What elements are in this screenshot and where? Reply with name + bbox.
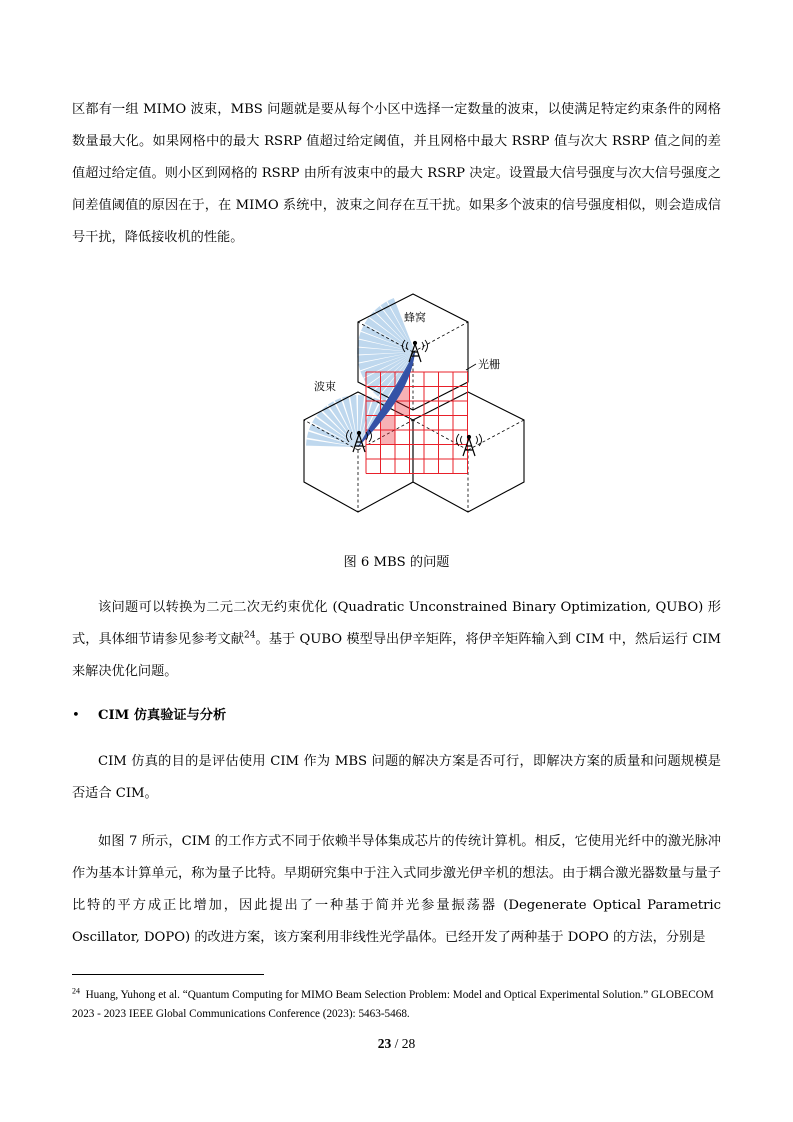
cell-label: 蜂窝 (404, 311, 426, 324)
reference-mark[interactable]: 24 (244, 630, 256, 641)
beam-label: 波束 (314, 380, 336, 393)
current-page: 23 (377, 1036, 392, 1051)
mbs-figure (300, 290, 532, 518)
section-heading (72, 702, 226, 730)
footnote-mark: 24 (72, 986, 80, 996)
footnote-text: Huang, Yuhong et al. “Quantum Computing for MIMO Beam Selection Problem: Model and Optical Experimental Solution.” GLOBECOM 2023 - 2023 IEEE Global Communications Conference (2023): 5463-5468. (72, 989, 714, 1020)
bullet-icon: • (72, 708, 80, 723)
page-separator: / (391, 1036, 402, 1051)
total-pages: 28 (401, 1036, 416, 1051)
figure-caption: 图 6 MBS 的问题 (343, 555, 450, 570)
hex-cell-right (413, 392, 524, 512)
hexagon-cells (304, 294, 524, 512)
body-paragraph-3: CIM 仿真的目的是评估使用 CIM 作为 MBS 问题的解决方案是否可行，即解决方案的质量和问题规模是否适合 CIM。 (72, 754, 721, 801)
grid-label: 光栅 (478, 358, 500, 371)
paragraph-2-text-cont: 。基于 QUBO 模型导出伊辛矩阵，将伊辛矩阵输入到 CIM 中，然后运行 CIM 来解决优化问题。 (72, 632, 721, 679)
grid-highlight-cell (395, 401, 410, 416)
body-paragraph-2 (72, 592, 721, 688)
footnote-divider (72, 974, 264, 975)
grid-highlight-cell (381, 430, 396, 445)
body-paragraph-1: 区都有一组 MIMO 波束，MBS 问题就是要从每个小区中选择一定数量的波束，以使满足特定约束条件的网格数量最大化。如果网格中的最大 RSRP 值超过给定阈值，并且网格中最大 RSRP 值与次大 RSRP 值之间的差值超过给定值。则小区到网格的 RSRP 由所有波束中的最大 RSRP 决定。设置最大信号强度与次大信号强度之间差值阈值的原因在于，在 MIMO 系统中，波束之间存在互干扰。如果多个波束的信号强度相似，则会造成信号干扰，降低接收机的性能。 (72, 102, 721, 245)
page-number (0, 1036, 793, 1052)
footnote (72, 986, 722, 1024)
section-heading-text: CIM 仿真验证与分析 (98, 708, 227, 723)
paragraph-2-text: 该问题可以转换为二元二次无约束优化 (Quadratic Unconstrained Binary Optimization, QUBO) 形式，具体细节请参见参考文献 (72, 600, 721, 647)
body-paragraph-4: 如图 7 所示，CIM 的工作方式不同于依赖半导体集成芯片的传统计算机。相反，它使用光纤中的激光脉冲作为基本计算单元，称为量子比特。早期研究集中于注入式同步激光伊辛机的想法。由于耦合激光器数量与量子比特的平方成正比增加，因此提出了一种基于简并光参量振荡器 (Degenerate Optical Parametric Oscillator, DOPO) 的改进方案，该方案利用非线性光学晶体。已经开发了两种基于 DOPO 的方法，分别是 (72, 834, 721, 945)
